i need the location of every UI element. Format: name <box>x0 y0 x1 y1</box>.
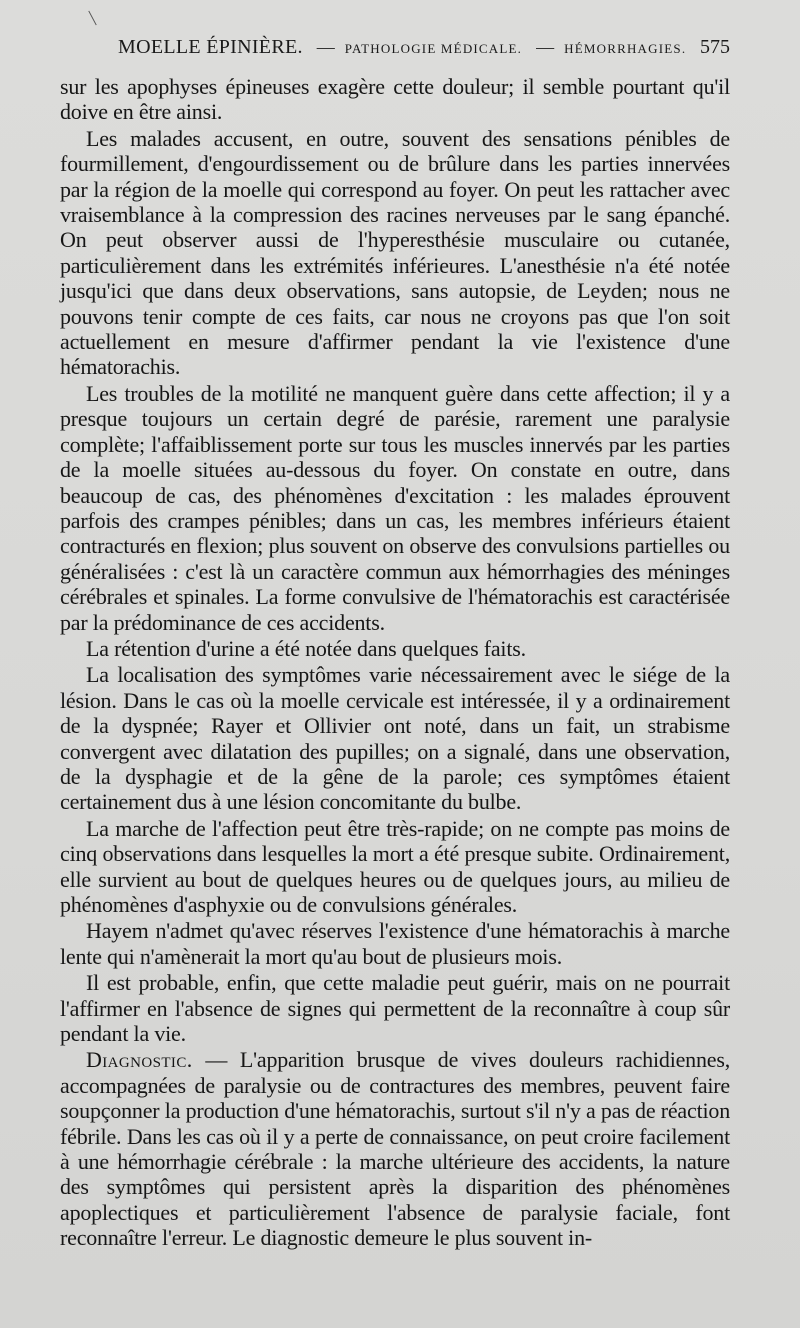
paragraph: La localisation des symptômes varie nécessairement avec le siége de la lésion. Dans le cas où la moelle cervicale est intéressée, il y a ordinairement de la dyspnée; Rayer et Ollivier ont noté, dans un fait, un strabisme convergent avec dilatation des pupilles; on a signalé, dans une observation, de la dysphagie et de la gêne de la parole; ces symptômes étaient certainement dus à une lésion concomitante du bulbe. <box>60 662 730 815</box>
section-heading-diagnostic: Diagnostic. <box>86 1047 193 1073</box>
diagnostic-text: — L'apparition brusque de vives douleurs rachidiennes, accompagnées de paralysie ou de contractures des membres, peuvent faire soupçonner la production d'une hématorachis, surtout s'il n'y a pas de réaction fébrile. Dans les cas où il y a perte de connaissance, on peut croire facilement à une hémorrhagie cérébrale : la marche ultérieure des accidents, la nature des symptômes qui persistent après la disparition des phénomènes apoplectiques et particulièrement l'absence de paralysie faciale, font reconnaître l'erreur. Le diagnostic demeure le plus souvent in- <box>60 1047 730 1251</box>
paragraph: Les troubles de la motilité ne manquent guère dans cette affection; il y a presque toujours un certain degré de parésie, rarement une paralysie complète; l'affaiblissement porte sur tous les muscles innervés par les parties de la moelle situées au-dessous du foyer. On constate en outre, dans beaucoup de cas, des phénomènes d'excitation : les malades éprouvent parfois des crampes pénibles; dans un cas, les membres inférieurs étaient contracturés en flexion; plus souvent on observe des convulsions partielles ou généralisées : c'est là un caractère commun aux hémorrhagies des méninges cérébrales et spinales. La forme convulsive de l'hématorachis est caractérisée par la prédominance de ces accidents. <box>60 380 730 635</box>
paragraph: sur les apophyses épineuses exagère cette douleur; il semble pourtant qu'il doive en être ainsi. <box>60 74 730 125</box>
header-section: PATHOLOGIE MÉDICALE. <box>344 41 523 56</box>
corner-mark <box>88 11 96 26</box>
paragraph: Les malades accusent, en outre, souvent des sensations pénibles de fourmillement, d'engourdissement ou de brûlure dans les parties innervées par la région de la moelle qui correspond au foyer. On peut les rattacher avec vraisemblance à la compression des racines nerveuses par le sang épanché. On peut observer aussi de l'hyperesthésie musculaire ou cutanée, particulièrement dans les extrémités inférieures. L'anesthésie n'a été notée jusqu'ici que dans deux observations, sans autopsie, de Leyden; nous ne pouvons tenir compte de ces faits, car nous ne croyons pas que l'on soit actuellement en mesure d'affirmer pendant la vie l'existence d'une hématorachis. <box>60 125 730 380</box>
diagnostic-paragraph <box>60 1047 730 1250</box>
header-title: MOELLE ÉPINIÈRE. <box>118 36 303 58</box>
header-dash: — <box>316 37 335 57</box>
running-header <box>118 36 730 64</box>
paragraph: Il est probable, enfin, que cette maladie peut guérir, mais on ne pourrait l'affirmer en l'absence de signes qui permettent de la reconnaître à coup sûr pendant la vie. <box>60 970 730 1047</box>
header-subsection: HÉMORRHAGIES. <box>564 41 687 56</box>
paragraph: Hayem n'admet qu'avec réserves l'existence d'une hématorachis à marche lente qui n'amènerait la mort qu'au bout de plusieurs mois. <box>60 918 730 969</box>
page-number: 575 <box>700 36 730 58</box>
paragraph: La rétention d'urine a été notée dans quelques faits. <box>86 635 526 661</box>
main-text <box>60 74 730 1252</box>
header-dash: — <box>536 37 555 57</box>
paragraph: La marche de l'affection peut être très-rapide; on ne compte pas moins de cinq observations dans lesquelles la mort a été presque subite. Ordinairement, elle survient au bout de quelques heures ou de quelques jours, au milieu de phénomènes d'asphyxie ou de convulsions générales. <box>60 815 730 917</box>
